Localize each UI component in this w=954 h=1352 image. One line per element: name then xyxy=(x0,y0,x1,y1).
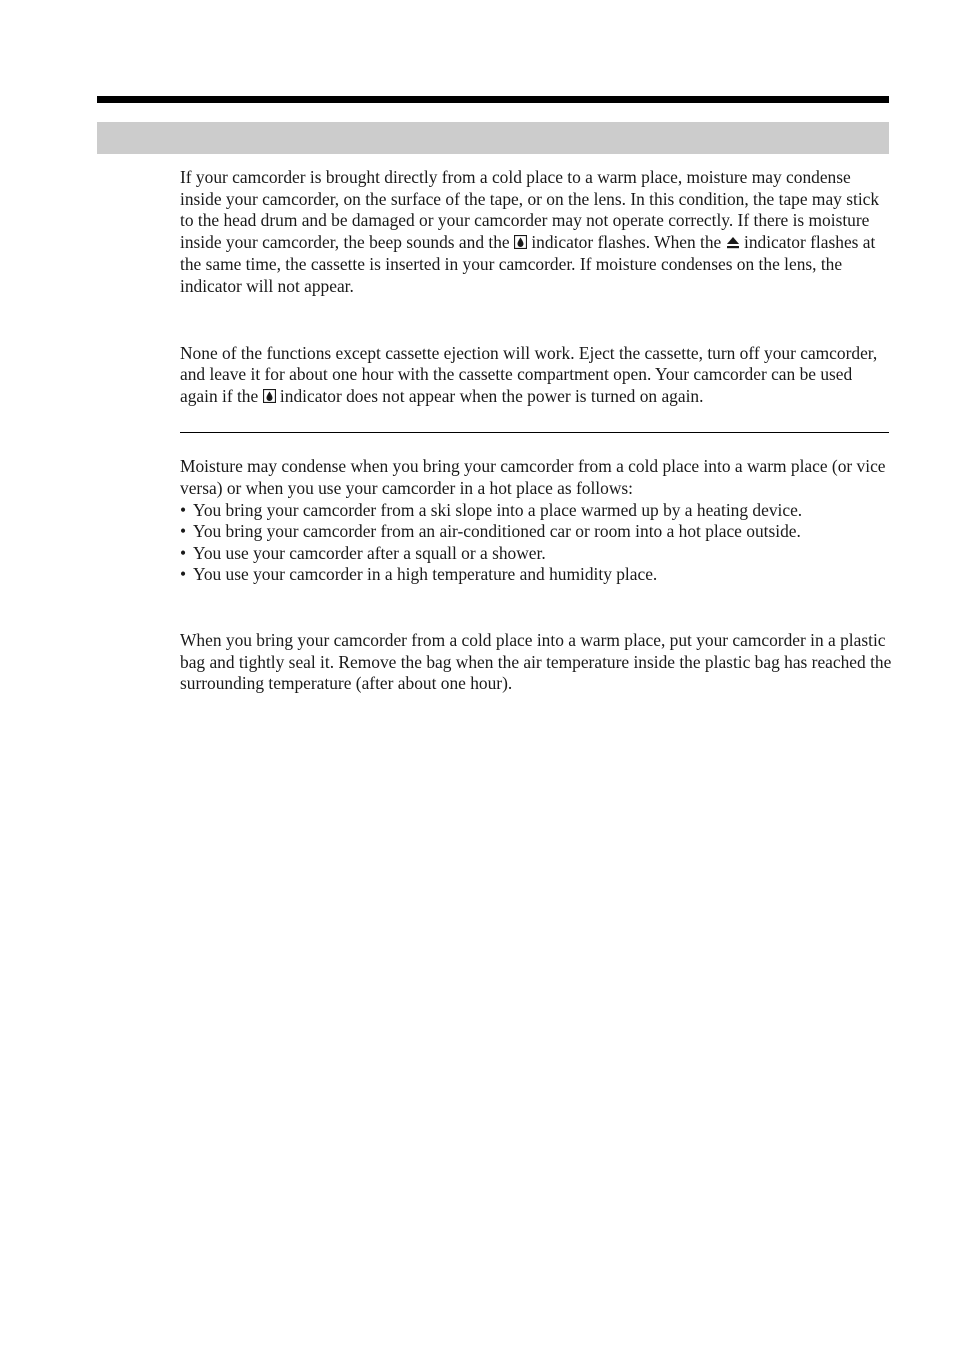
moisture-remedy-paragraph: None of the functions except cassette ejection will work. Eject the cassette, turn off your camcorder, and leave it for about one hour with the cassette compartment open. Your camcorder can be used again if the indicator does not appear when the power is turned on again. xyxy=(180,343,892,409)
condensation-intro-paragraph: Moisture may condense when you bring your camcorder from a cold place into a warm place (or vice versa) or when you use your camcorder in a hot place as follows: xyxy=(180,456,886,498)
list-item: • You use your camcorder in a high temperature and humidity place. xyxy=(180,564,658,585)
page-content xyxy=(180,167,892,695)
list-item: • You bring your camcorder from a ski slope into a place warmed up by a heating device. xyxy=(180,499,803,520)
list-item: • You use your camcorder after a squall or a shower. xyxy=(180,542,546,563)
prevention-paragraph: When you bring your camcorder from a cold place into a warm place, put your camcorder in a plastic bag and tightly seal it. Remove the bag when the air temperature inside the plastic bag has reached the surrounding temperature (after about one hour). xyxy=(180,629,892,694)
moisture-warning-paragraph: If your camcorder is brought directly from a cold place to a warm place, moisture may condense inside your camcorder, on the surface of the tape, or on the lens. In this condition, the tape may stick to the head drum and be damaged or your camcorder may not operate correctly. If there is moisture inside your camcorder, the beep sounds and the indicator flashes. When the indicator flashes at the same time, the cassette is inserted in your camcorder. If moisture condenses on the lens, the indicator will not appear. xyxy=(180,167,880,296)
moisture-indicator-icon xyxy=(514,233,527,255)
eject-indicator-icon xyxy=(726,233,740,255)
list-item: • You bring your camcorder from an air-conditioned car or room into a hot place outside. xyxy=(180,521,801,542)
section-header-band xyxy=(97,122,889,154)
top-rule xyxy=(97,96,889,103)
condensation-cases-list xyxy=(180,500,892,586)
moisture-indicator-icon xyxy=(263,387,276,409)
section-divider xyxy=(180,432,889,433)
